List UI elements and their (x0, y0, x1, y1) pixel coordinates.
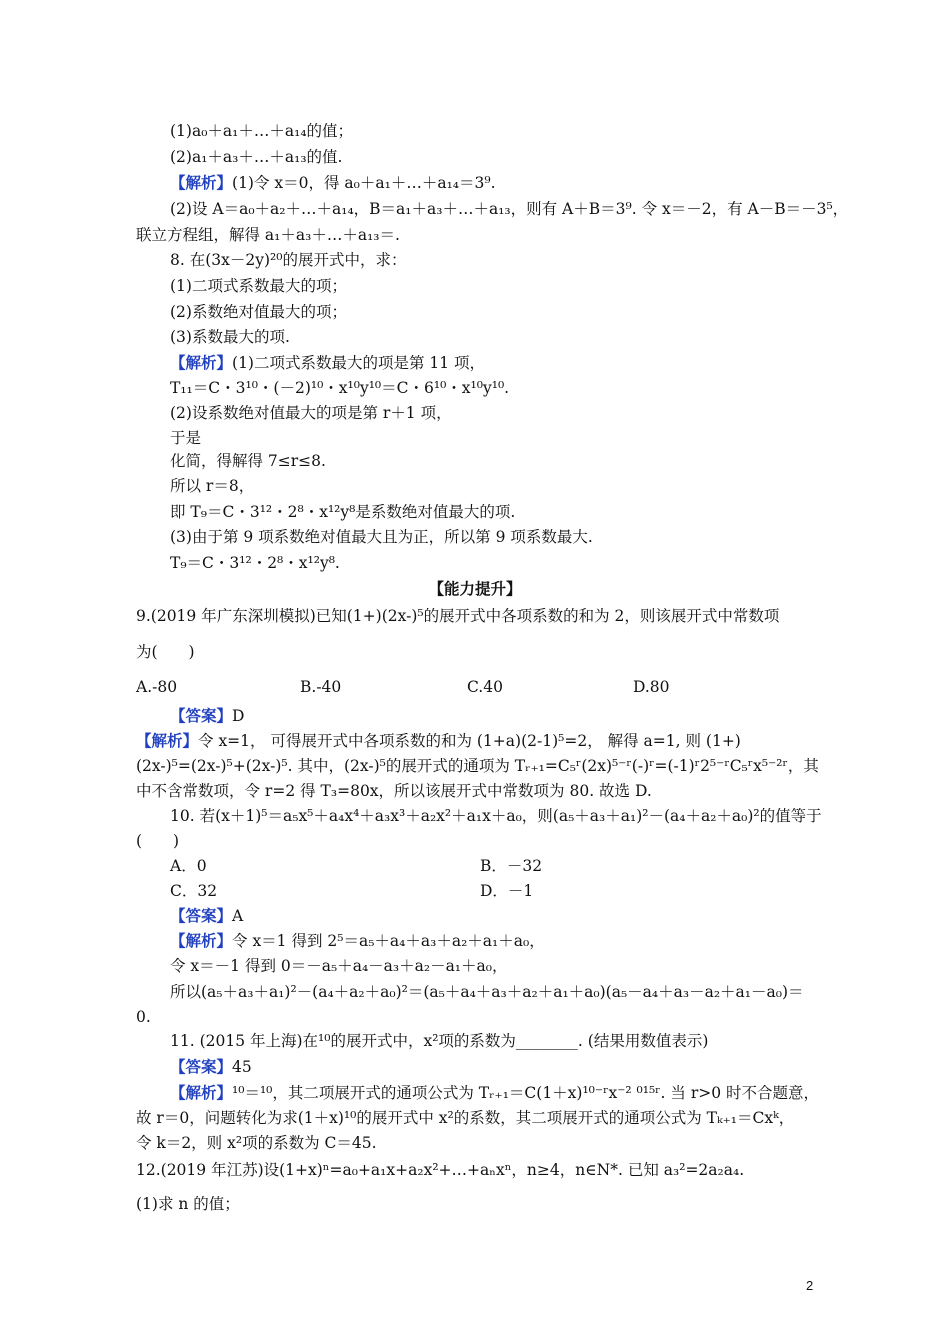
text-line: 所以(a₅＋a₃＋a₁)²－(a₄＋a₂＋a₀)²＝(a₅＋a₄＋a₃＋a₂＋a₁＋a₀)(a₅－a₄＋a₃－a₂＋a₁－a₀)＝ (170, 983, 804, 1001)
analysis-tag: 【解析】 (170, 173, 233, 192)
option-d: D.80 (633, 678, 670, 696)
text-line: (1)求 n 的值； (136, 1195, 240, 1213)
text-line: 化简，得解得 7≤r≤8. (170, 452, 326, 470)
text-line: T₁₁＝C・3¹⁰・(－2)¹⁰・x¹⁰y¹⁰＝C・6¹⁰・x¹⁰y¹⁰. (170, 379, 510, 397)
text-line: (2)a₁＋a₃＋…＋a₁₃的值. (170, 148, 343, 166)
text-line: (3)由于第 9 项系数绝对值最大且为正，所以第 9 项系数最大. (170, 528, 593, 546)
section-heading: 【能力提升】 (428, 579, 522, 598)
text-line: 故 r＝0，问题转化为求(1＋x)¹⁰的展开式中 x²的系数，其二项展开式的通项公式为 Tₖ₊₁＝Cxᵏ， (136, 1109, 795, 1127)
analysis-tag: 【解析】 (170, 1083, 233, 1102)
text-line: 【解析】令 x=1， 可得展开式中各项系数的和为 (1+a)(2-1)⁵=2， 解得 a=1, 则 (1+) (136, 731, 741, 750)
answer-tag: 【答案】 (170, 906, 233, 925)
question-9: 9.(2019 年广东深圳模拟)已知(1+)(2x-)⁵的展开式中各项系数的和为 2，则该展开式中常数项 (136, 607, 780, 625)
text-line: 【解析】¹⁰＝¹⁰，其二项展开式的通项公式为 Tᵣ₊₁＝C(1＋x)¹⁰⁻ʳx⁻² ⁰¹⁵ʳ. 当 r>0 时不合题意， (170, 1083, 820, 1102)
option-b: B．－32 (480, 857, 543, 875)
text-line: ( ) (136, 832, 180, 850)
analysis-tag: 【解析】 (136, 731, 199, 750)
text-line: 中不含常数项，令 r=2 得 T₃=80x，所以该展开式中常数项为 80. 故选 D. (136, 782, 652, 800)
analysis-tag: 【解析】 (170, 353, 233, 372)
answer-tag: 【答案】 (170, 1057, 233, 1076)
text-line: 即 T₉＝C・3¹²・2⁸・x¹²y⁸是系数绝对值最大的项. (170, 503, 516, 521)
text-line: (2)设系数绝对值最大的项是第 r＋1 项， (170, 404, 452, 422)
question-8: 8. 在(3x－2y)²⁰的展开式中，求： (170, 251, 407, 269)
text-line: (2)设 A＝a₀＋a₂＋…＋a₁₄，B＝a₁＋a₃＋…＋a₁₃，则有 A＋B＝3⁹. 令 x＝－2，有 A－B＝－3⁵， (170, 200, 849, 218)
text-line: 于是 (170, 429, 202, 447)
answer-line: 【答案】D (170, 706, 245, 725)
option-b: B.-40 (300, 678, 342, 696)
option-a: A．0 (170, 857, 207, 875)
text-line: (2x-)⁵=(2x-)⁵+(2x-)⁵. 其中，(2x-)⁵的展开式的通项为 Tᵣ₊₁=C₅ʳ(2x)⁵⁻ʳ(-)ʳ=(-1)ʳ2⁵⁻ʳC₅ʳx⁵⁻²ʳ，其 (136, 757, 819, 775)
text-line: T₉＝C・3¹²・2⁸・x¹²y⁸. (170, 554, 340, 572)
question-11: 11. (2015 年上海)在¹⁰的展开式中，x²项的系数为________. (结果用数值表示) (170, 1032, 709, 1050)
text-line: (2)系数绝对值最大的项； (170, 303, 347, 321)
answer-tag: 【答案】 (170, 706, 233, 725)
text-line: (1)a₀＋a₁＋…＋a₁₄的值； (170, 122, 354, 140)
analysis-tag: 【解析】 (170, 931, 233, 950)
page-number: 2 (806, 1278, 814, 1293)
text-line: (1)二项式系数最大的项； (170, 277, 347, 295)
question-12: 12.(2019 年江苏)设(1+x)ⁿ=a₀+a₁x+a₂x²+…+aₙxⁿ，n≥4，n∈N*. 已知 a₃²=2a₂a₄. (136, 1161, 745, 1179)
option-d: D．－1 (480, 882, 534, 900)
text-line: 令 k＝2，则 x²项的系数为 C＝45. (136, 1134, 377, 1152)
option-c: C．32 (170, 882, 218, 900)
text-line: 【解析】(1)令 x＝0，得 a₀＋a₁＋…＋a₁₄＝3⁹. (170, 173, 496, 192)
text-line: 0. (136, 1008, 151, 1026)
text-line: 联立方程组，解得 a₁＋a₃＋…＋a₁₃＝. (136, 226, 400, 244)
text-line: (3)系数最大的项. (170, 328, 290, 346)
text-line: 【解析】(1)二项式系数最大的项是第 11 项， (170, 353, 486, 372)
option-a: A.-80 (136, 678, 178, 696)
option-c: C.40 (467, 678, 503, 696)
text-line: 令 x＝－1 得到 0＝－a₅＋a₄－a₃＋a₂－a₁＋a₀， (170, 957, 508, 975)
text-line: 【解析】令 x＝1 得到 2⁵＝a₅＋a₄＋a₃＋a₂＋a₁＋a₀， (170, 931, 545, 950)
text-line: 为( ) (136, 643, 195, 661)
question-10: 10. 若(x＋1)⁵＝a₅x⁵＋a₄x⁴＋a₃x³＋a₂x²＋a₁x＋a₀，则(a₅＋a₃＋a₁)²－(a₄＋a₂＋a₀)²的值等于 (170, 807, 822, 825)
answer-line: 【答案】45 (170, 1057, 252, 1076)
text-line: 所以 r＝8， (170, 477, 255, 495)
answer-line: 【答案】A (170, 906, 244, 925)
